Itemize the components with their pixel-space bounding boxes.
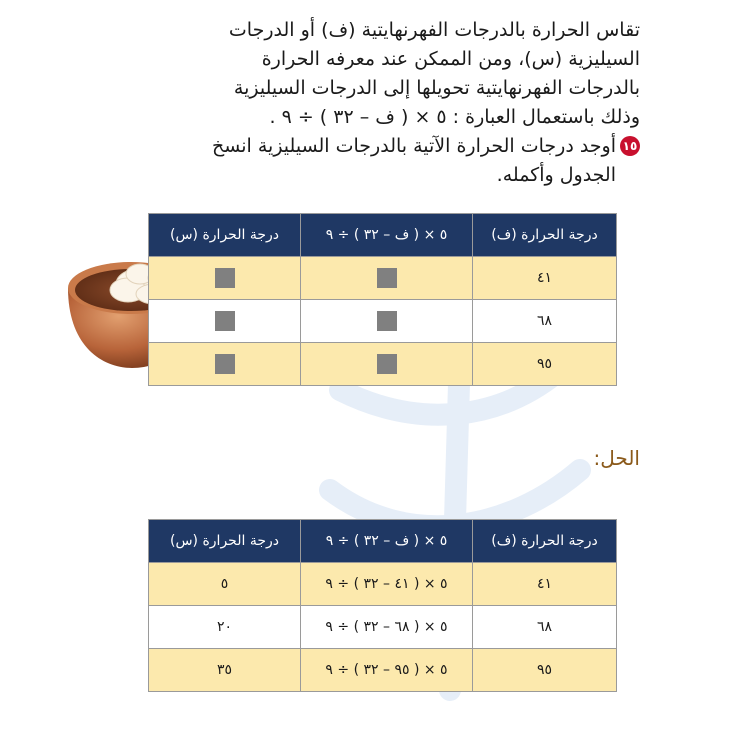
- blank-box: [215, 354, 235, 374]
- blank-box: [377, 354, 397, 374]
- problem-line: أوجد درجات الحرارة الآتية بالدرجات السيليزية انسخ: [212, 135, 616, 157]
- expression-cell: ٥ × ( ٩٥ – ٣٢ ) ÷ ٩: [301, 649, 473, 692]
- problem-line: الجدول وأكمله.: [496, 164, 616, 186]
- header-expression: ٥ × ( ف – ٣٢ ) ÷ ٩: [301, 214, 473, 257]
- problem-statement: [120, 132, 640, 190]
- fahrenheit-cell: ٤١: [473, 257, 617, 300]
- table-row: [149, 563, 617, 606]
- table-row: [149, 649, 617, 692]
- solution-table: [148, 519, 617, 692]
- table-header-row: [149, 214, 617, 257]
- table-row: [149, 300, 617, 343]
- fahrenheit-cell: ٩٥: [473, 649, 617, 692]
- blank-box: [215, 311, 235, 331]
- celsius-cell: [149, 343, 301, 386]
- fahrenheit-cell: ٦٨: [473, 300, 617, 343]
- header-celsius: درجة الحرارة (س): [149, 214, 301, 257]
- intro-line: بالدرجات الفهرنهايتية تحويلها إلى الدرجات السيليزية: [233, 77, 640, 99]
- intro-text: [120, 16, 640, 190]
- celsius-cell: ٢٠: [149, 606, 301, 649]
- table-row: [149, 257, 617, 300]
- expression-cell: [301, 257, 473, 300]
- intro-line: وذلك باستعمال العبارة : ٥ × ( ف – ٣٢ ) ÷ ٩ .: [269, 106, 640, 128]
- blank-box: [215, 268, 235, 288]
- fahrenheit-cell: ٦٨: [473, 606, 617, 649]
- blank-box: [377, 268, 397, 288]
- expression-cell: ٥ × ( ٤١ – ٣٢ ) ÷ ٩: [301, 563, 473, 606]
- table-row: [149, 606, 617, 649]
- header-fahrenheit: درجة الحرارة (ف): [473, 214, 617, 257]
- fahrenheit-cell: ٤١: [473, 563, 617, 606]
- expression-cell: ٥ × ( ٦٨ – ٣٢ ) ÷ ٩: [301, 606, 473, 649]
- solution-label: الحل:: [593, 446, 640, 470]
- header-fahrenheit: درجة الحرارة (ف): [473, 520, 617, 563]
- header-celsius: درجة الحرارة (س): [149, 520, 301, 563]
- expression-cell: [301, 300, 473, 343]
- fahrenheit-cell: ٩٥: [473, 343, 617, 386]
- problem-text: [120, 132, 616, 190]
- intro-line: السيليزية (س)، ومن الممكن عند معرفه الحرارة: [261, 48, 640, 70]
- problem-number-badge: ١٥: [620, 136, 640, 156]
- celsius-cell: [149, 300, 301, 343]
- expression-cell: [301, 343, 473, 386]
- celsius-cell: [149, 257, 301, 300]
- table-row: [149, 343, 617, 386]
- table-header-row: [149, 520, 617, 563]
- blank-box: [377, 311, 397, 331]
- intro-line: تقاس الحرارة بالدرجات الفهرنهايتية (ف) أو الدرجات: [228, 19, 640, 41]
- celsius-cell: ٥: [149, 563, 301, 606]
- header-expression: ٥ × ( ف – ٣٢ ) ÷ ٩: [301, 520, 473, 563]
- celsius-cell: ٣٥: [149, 649, 301, 692]
- exercise-table: [148, 213, 617, 386]
